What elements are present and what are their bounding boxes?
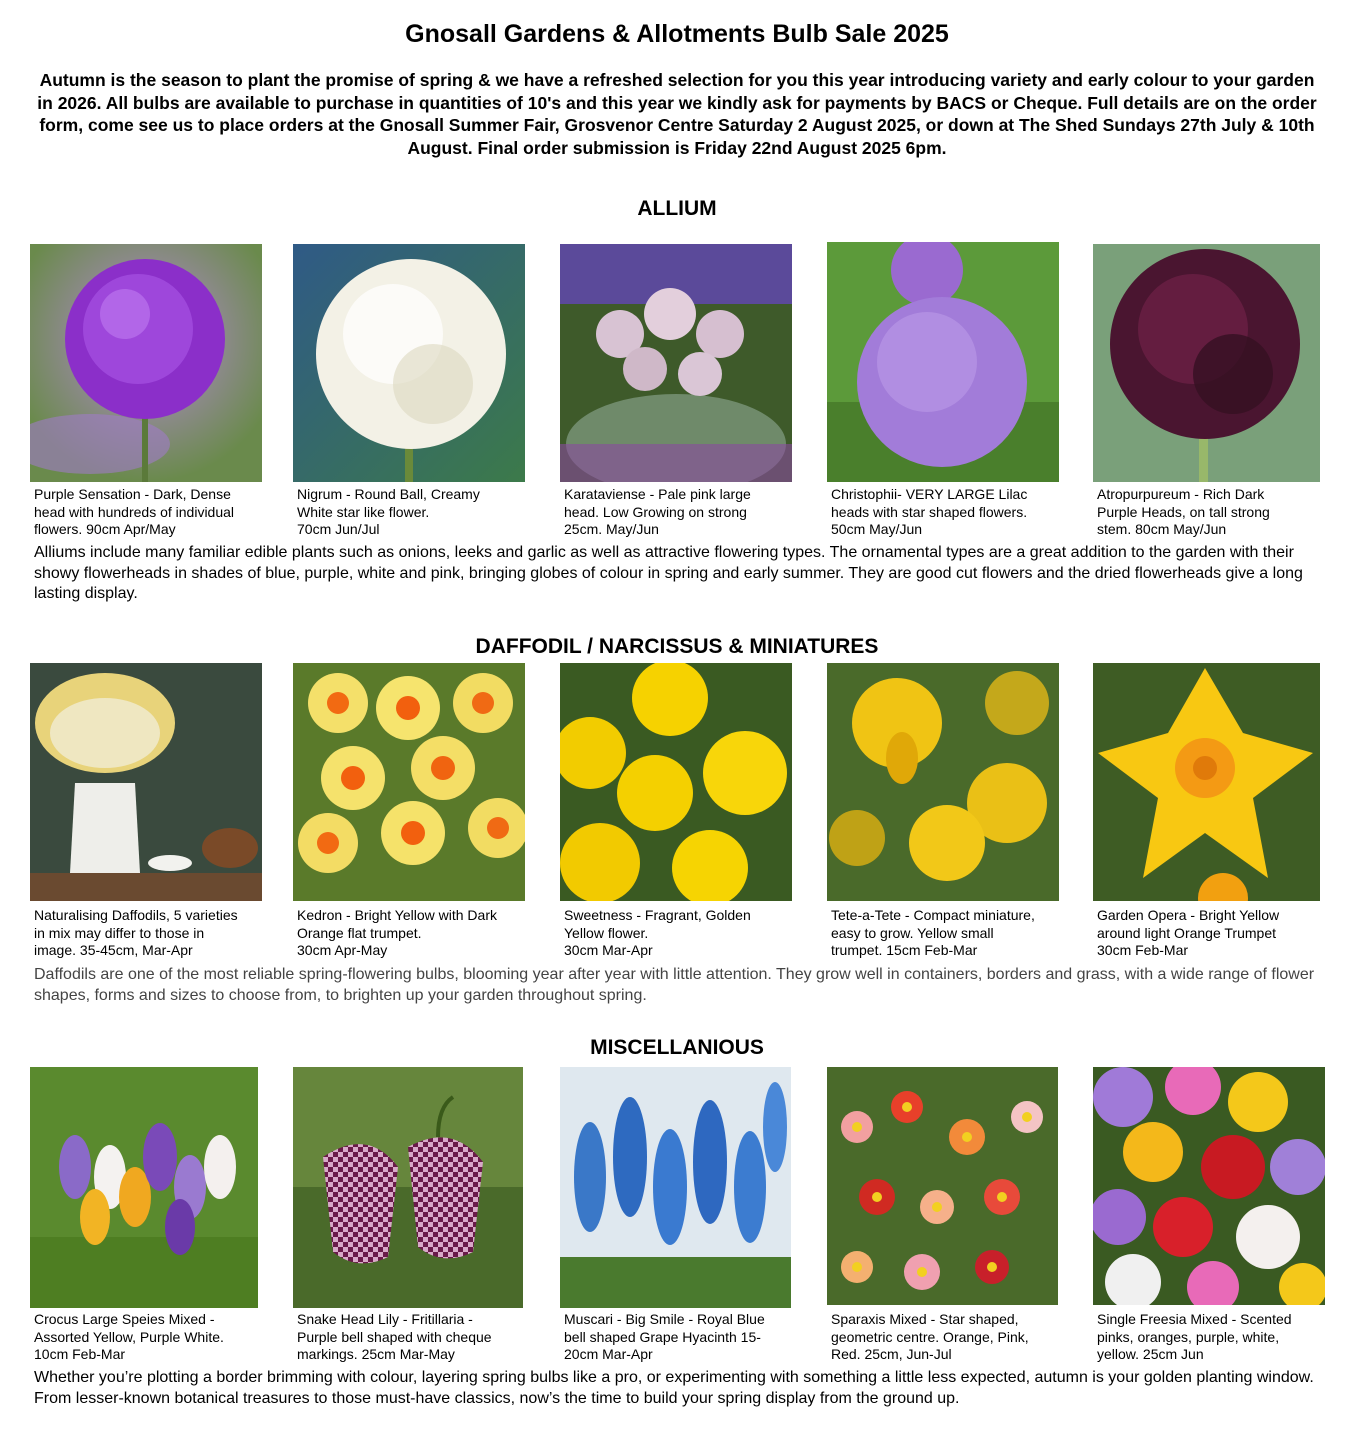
pink-allium-photo	[560, 244, 792, 482]
product-caption: Atropurpureum - Rich Dark Purple Heads, on tall strong stem. 80cm May/Jun	[1097, 486, 1270, 537]
product-caption: Crocus Large Speies Mixed - Assorted Yellow, Purple White. 10cm Feb-Mar	[34, 1311, 224, 1362]
large-daffodil-photo	[1093, 663, 1320, 901]
product-caption: Karataviense - Pale pink large head. Low Growing on strong 25cm. May/Jun	[564, 486, 751, 537]
product-caption: Sparaxis Mixed - Star shaped, geometric centre. Orange, Pink, Red. 25cm, Jun-Jul	[831, 1311, 1029, 1362]
freesia-photo	[1093, 1067, 1325, 1305]
product-caption: Naturalising Daffodils, 5 varieties in mix may differ to those in image. 35-45cm, Mar-Apr	[34, 907, 238, 958]
section-heading-daffodil: DAFFODIL / NARCISSUS & MINIATURES	[475, 635, 879, 658]
allium-description: Alliums include many familiar edible plants such as onions, leeks and garlic as well as attractive flowering types. The ornamental types are a great addition to the garden with their showy flowerheads in shades of blue, purple, white and pink, bringing globes of colour in spring and early summer. They are good cut flowers and the dried flowerheads give a long lasting display.	[34, 544, 1303, 602]
product-caption: Sweetness - Fragrant, Golden Yellow flower. 30cm Mar-Apr	[564, 907, 751, 958]
orange-cup-daffodil-photo	[293, 663, 525, 901]
muscari-photo	[560, 1067, 791, 1308]
dark-allium-photo	[1093, 244, 1320, 482]
white-allium-photo	[293, 244, 525, 482]
product-caption: Tete-a-Tete - Compact miniature, easy to grow. Yellow small trumpet. 15cm Feb-Mar	[831, 907, 1035, 958]
product-caption: Garden Opera - Bright Yellow around light Orange Trumpet 30cm Feb-Mar	[1097, 907, 1280, 958]
sparaxis-photo	[827, 1067, 1058, 1305]
section-heading-miscellanious: MISCELLANIOUS	[590, 1036, 764, 1059]
product-caption: Muscari - Big Smile - Royal Blue bell shaped Grape Hyacinth 15- 20cm Mar-Apr	[564, 1311, 765, 1362]
product-caption: Nigrum - Round Ball, Creamy White star like flower. 70cm Jun/Jul	[297, 486, 480, 537]
product-caption: Purple Sensation - Dark, Dense head with hundreds of individual flowers. 90cm Apr/May	[34, 486, 235, 537]
intro-text: Autumn is the season to plant the promise of spring & we have a refreshed selection for you this year introducing variety and early colour to your garden in 2026. All bulbs are available to purchase in quantities of 10's and this year we kindly ask for payments by BACS or Cheque. Full details are on the order form, come see us to place orders at the Gnosall Summer Fair, Grosvenor Centre Saturday 2 August 2025, or down at The Shed Sundays 27th July & 10th August. Final order submission is Friday 22nd August 2025 6pm.	[37, 70, 1317, 158]
golden-daffodil-photo	[560, 663, 792, 901]
page-title: Gnosall Gardens & Allotments Bulb Sale 2025	[405, 20, 949, 48]
daffodil-jug-photo	[30, 663, 262, 901]
miscellanious-description: Whether you’re plotting a border brimming with colour, layering spring bulbs like a pro, or experimenting with something a little less expected, autumn is your golden planting window. From lesser-known botanical treasures to those must-have classics, now’s the time to build your spring display from the ground up.	[34, 1369, 1314, 1407]
daffodil-description: Daffodils are one of the most reliable spring-flowering bulbs, blooming year after year with little attention. They grow well in containers, borders and grass, with a wide range of flower shapes, forms and sizes to choose from, to brighten up your garden throughout spring.	[34, 966, 1315, 1004]
purple-allium-photo	[30, 244, 262, 482]
fritillaria-photo	[293, 1067, 523, 1308]
miniature-daffodil-photo	[827, 663, 1059, 901]
lilac-allium-photo	[827, 242, 1059, 482]
section-heading-allium: ALLIUM	[637, 197, 717, 220]
product-caption: Snake Head Lily - Fritillaria - Purple bell shaped with cheque markings. 25cm Mar-May	[297, 1311, 492, 1362]
product-caption: Kedron - Bright Yellow with Dark Orange flat trumpet. 30cm Apr-May	[297, 907, 497, 958]
product-caption: Christophii- VERY LARGE Lilac heads with star shaped flowers. 50cm May/Jun	[831, 486, 1028, 537]
product-caption: Single Freesia Mixed - Scented pinks, oranges, purple, white, yellow. 25cm Jun	[1097, 1311, 1292, 1362]
crocus-mix-photo	[30, 1067, 258, 1308]
